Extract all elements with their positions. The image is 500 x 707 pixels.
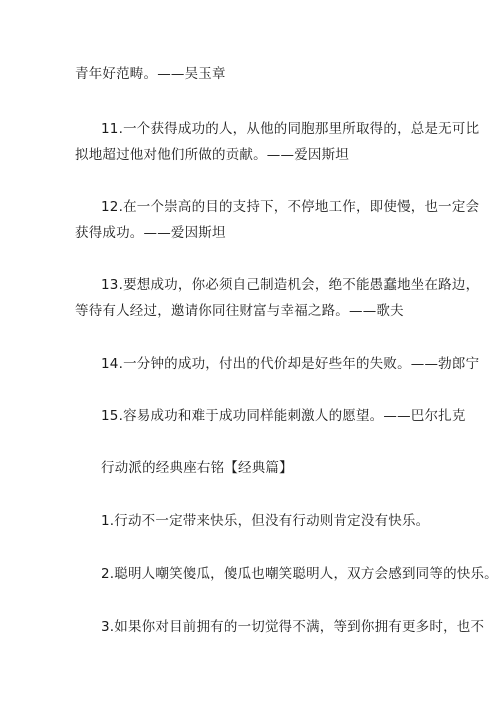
quote-13-line-2: 等待有人经过，邀请你同往财富与幸福之路。——歌夫	[75, 303, 404, 319]
motto-1: 1.行动不一定带来快乐，但没有行动则肯定没有快乐。	[101, 513, 430, 529]
quote-11-line-2: 拟地超过他对他们所做的贡献。——爱因斯坦	[75, 147, 349, 163]
quote-12-line-1: 12.在一个崇高的目的支持下，不停地工作，即使慢，也一定会	[101, 199, 480, 215]
motto-3: 3.如果你对目前拥有的一切觉得不满，等到你拥有更多时，也不	[101, 619, 485, 635]
quote-13-line-1: 13.要想成功，你必须自己制造机会，绝不能愚蠢地坐在路边，	[101, 277, 480, 293]
quote-11-line-1: 11.一个获得成功的人，从他的同胞那里所取得的，总是无可比	[101, 121, 480, 137]
quote-14: 14.一分钟的成功，付出的代价却是好些年的失败。——勃郎宁	[101, 356, 480, 372]
motto-2: 2.聪明人嘲笑傻瓜，傻瓜也嘲笑聪明人，双方会感到同等的快乐。	[101, 566, 498, 582]
section-heading: 行动派的经典座右铭【经典篇】	[101, 460, 293, 476]
quote-12-line-2: 获得成功。——爱因斯坦	[75, 225, 226, 241]
quote-15: 15.容易成功和难于成功同样能刺激人的愿望。——巴尔扎克	[101, 408, 466, 424]
text-line: 青年好范畴。——吴玉章	[75, 66, 226, 82]
